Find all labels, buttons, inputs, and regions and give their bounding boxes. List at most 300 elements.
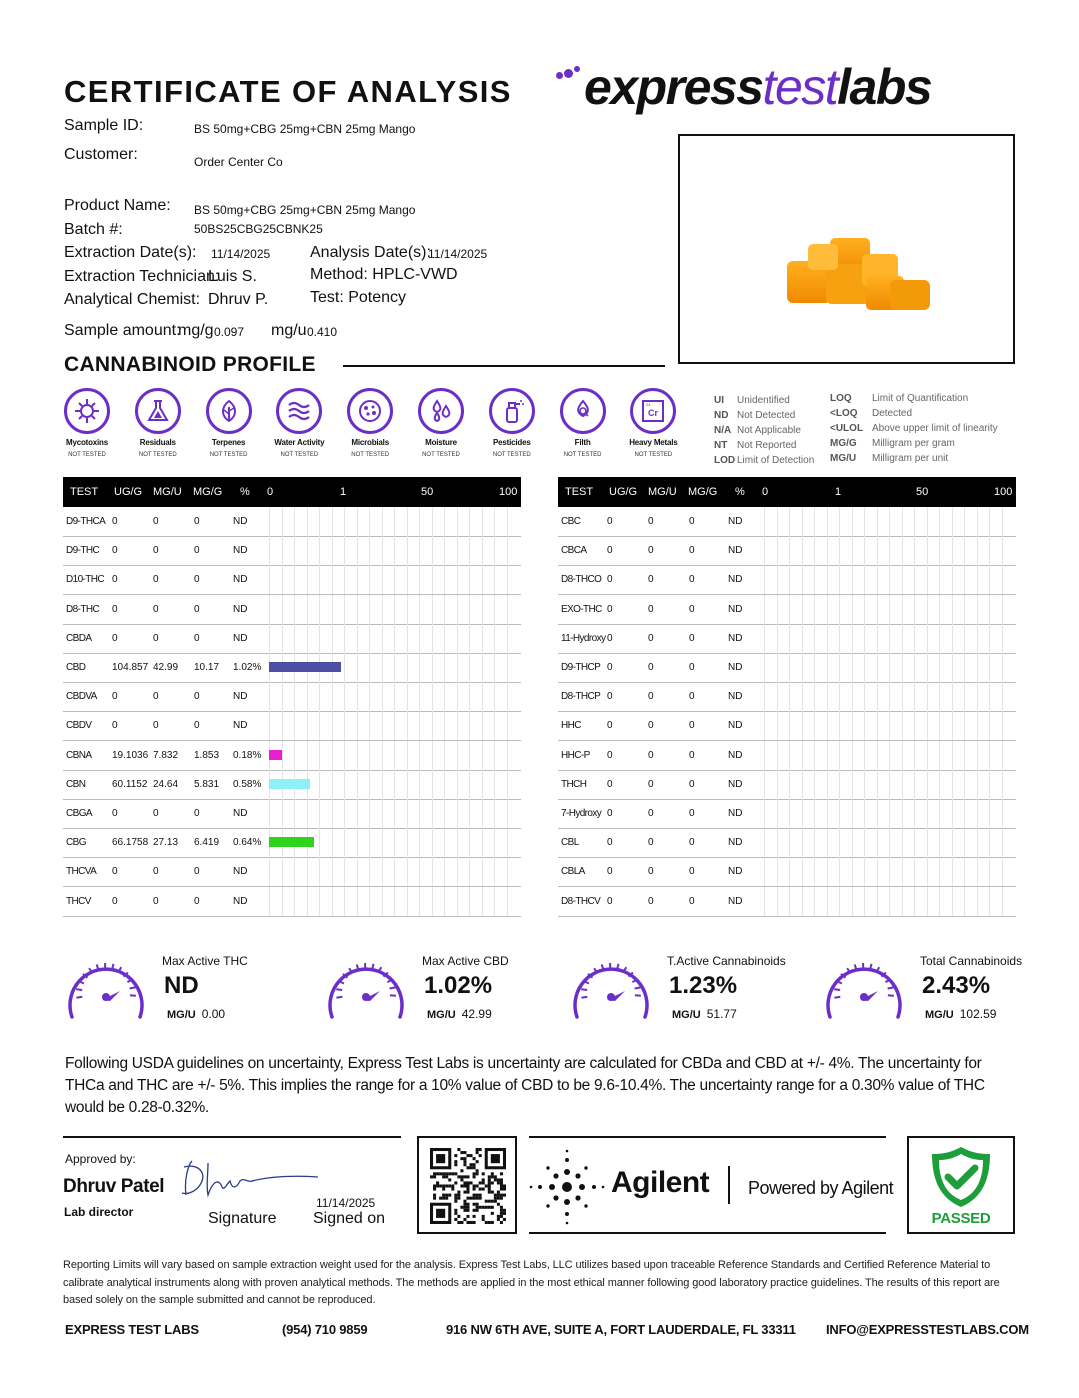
grid-line [964,682,965,711]
grid-line [939,857,940,886]
grid-line [394,887,395,916]
grid-line [864,770,865,799]
gauge-icon [571,955,651,1021]
grid-line [482,857,483,886]
table-row [558,741,1016,771]
spray-bottle-icon [489,388,535,434]
header-s50: 50 [916,486,929,498]
grid-line [789,741,790,770]
ug-g-value: 0 [607,516,613,527]
grid-line [482,770,483,799]
grid-line [927,682,928,711]
table-row [558,595,1016,625]
grid-line [419,507,420,536]
header-mg_g: MG/G [193,486,223,498]
grid-line [494,653,495,682]
logo-word-labs: labs [837,59,932,115]
percent-value: 1.02% [233,662,262,673]
grid-line [914,770,915,799]
grid-line [814,653,815,682]
customer-value: Order Center Co [194,155,283,169]
grid-line [852,565,853,594]
grid-line [902,595,903,624]
grid-line [307,799,308,828]
mg-u-value: 0 [648,545,654,557]
grid-line [802,536,803,565]
percent-value: ND [233,808,248,819]
grid-line [432,828,433,857]
grid-line [964,857,965,886]
table-header [558,477,1016,507]
mg-g-value: 0 [194,895,200,907]
mg-g-value: 0 [194,866,200,878]
grid-line [344,770,345,799]
signed-date: 11/14/2025 [316,1196,376,1210]
grid-line [457,682,458,711]
grid-line [369,653,370,682]
grid-line [964,653,965,682]
grid-line [777,507,778,536]
table-row [63,887,521,917]
grid-line [952,828,953,857]
grid-line [394,536,395,565]
grid-line [927,828,928,857]
grid-line [914,565,915,594]
mg-g-value: 0 [194,720,200,732]
legend-key: LOQ [830,393,852,404]
grid-line [494,536,495,565]
grid-line [382,565,383,594]
grid-line [927,624,928,653]
grid-line [444,828,445,857]
gauge-label: Max Active THC [162,954,248,968]
grid-line [814,565,815,594]
mg-g-value: 0 [194,603,200,615]
test-name: Moisture [425,438,457,447]
header-s1: 1 [835,486,842,498]
grid-line [457,711,458,740]
test-status: NOT TESTED [209,452,248,458]
grid-line [864,595,865,624]
grid-line [902,653,903,682]
table-row [558,653,1016,683]
cannabinoid-name: CBC [561,516,581,527]
ug-g-value: 0 [607,749,613,761]
method-value: Method: HPLC-VWD [310,266,458,283]
grid-line [382,770,383,799]
mg-u-value: 0 [648,749,654,761]
grid-line [764,507,765,536]
table-row [558,857,1016,887]
grid-line [789,828,790,857]
grid-line [394,770,395,799]
grid-line [382,799,383,828]
grid-line [789,624,790,653]
header-test: TEST [565,486,594,498]
mg-u-value: 0 [648,837,654,849]
grid-line [802,653,803,682]
grid-line [457,595,458,624]
grid-line [852,887,853,916]
leaf-icon [206,388,252,434]
grid-line [1002,799,1003,828]
gauge-sub-value: 102.59 [959,1007,997,1021]
mg-g-value: 0 [194,574,200,586]
grid-line [507,565,508,594]
mg-u-value: 0 [153,808,159,819]
grid-line [357,653,358,682]
grid-line [319,595,320,624]
grid-line [269,682,270,711]
cannabinoid-name: HHC-P [561,749,590,761]
grid-line [827,711,828,740]
mg-u-value: 7.832 [153,749,179,761]
grid-line [902,770,903,799]
grid-line [777,565,778,594]
ug-g-value: 0 [112,720,118,732]
test-name: Residuals [139,438,176,447]
grid-line [407,741,408,770]
mg-u-value: 0.410 [307,325,338,339]
ug-g-value: 0 [607,720,613,732]
grid-line [827,653,828,682]
logo-word-express: express [584,59,763,115]
grid-line [269,565,270,594]
ug-g-value: 0 [607,866,613,878]
grid-line [814,507,815,536]
grid-line [494,741,495,770]
mg-g-value: 0 [689,691,695,703]
grid-line [964,507,965,536]
grid-line [282,857,283,886]
grid-line [457,624,458,653]
grid-line [482,565,483,594]
company-logo [556,58,931,116]
percent-value: ND [728,516,743,527]
percent-value: ND [728,837,743,849]
mg-u-value: 0 [648,574,654,586]
mg-u-value: 27.13 [153,837,179,849]
grid-line [357,741,358,770]
grid-line [394,565,395,594]
table-row [558,565,1016,595]
mg-u-value: 42.99 [153,662,179,673]
mg-g-value: 0 [194,516,200,527]
grid-line [269,595,270,624]
ug-g-value: 0 [607,545,613,557]
grid-line [469,624,470,653]
batch-label: Batch #: [64,221,123,238]
grid-line [494,682,495,711]
cannabinoid-name: D8-THCO [561,574,602,586]
test-name: Pesticides [493,438,531,447]
petri-dish-icon [347,388,393,434]
cannabinoid-name: D8-THCP [561,691,601,703]
header-s0: 0 [762,486,769,498]
test-name: Heavy Metals [629,438,678,447]
grid-line [294,887,295,916]
grid-line [444,682,445,711]
cannabinoid-table-left [63,477,521,917]
grid-line [764,653,765,682]
grid-line [444,507,445,536]
table-row [63,741,521,771]
grid-line [419,624,420,653]
grid-line [419,770,420,799]
header-mg_u: MG/U [648,486,677,498]
grid-line [977,682,978,711]
mg-u-value: 0 [648,603,654,615]
grid-line [777,711,778,740]
mg-g-value: 0 [689,516,695,527]
cannabinoid-name: D8-THCV [561,895,601,907]
document-title: CERTIFICATE OF ANALYSIS [64,74,512,109]
grid-line [952,507,953,536]
header-s100: 100 [499,486,518,498]
qr-code-frame[interactable] [417,1136,517,1234]
grid-line [1002,624,1003,653]
grid-line [307,595,308,624]
percent-value: ND [233,866,248,878]
table-row [63,799,521,829]
grid-line [964,770,965,799]
grid-line [269,536,270,565]
grid-line [1002,741,1003,770]
table-row [558,828,1016,858]
grid-line [839,507,840,536]
percent-value: ND [728,720,743,732]
grid-line [939,595,940,624]
grid-line [494,711,495,740]
grid-line [369,507,370,536]
table-row [63,536,521,566]
grid-line [802,565,803,594]
grid-line [294,507,295,536]
grid-line [939,828,940,857]
grid-line [789,682,790,711]
grid-line [457,799,458,828]
grid-line [444,653,445,682]
grid-line [394,711,395,740]
grid-line [344,595,345,624]
qr-code-icon [430,1148,506,1224]
grid-line [952,536,953,565]
mg-u-value: 0 [648,516,654,527]
table-row [63,828,521,858]
grid-line [902,536,903,565]
cannabinoid-name: CBCA [561,545,587,557]
grid-line [319,741,320,770]
mg-u-value: 0 [153,866,159,878]
footer-email[interactable]: INFO@EXPRESSTESTLABS.COM [826,1322,1029,1337]
grid-line [927,536,928,565]
grid-line [927,711,928,740]
grid-line [369,595,370,624]
grid-line [914,536,915,565]
legend-desc: Above upper limit of linearity [872,423,998,434]
signed-on-label: Signed on [313,1210,386,1227]
mg-g-value: 0 [194,545,200,557]
grid-line [369,857,370,886]
table-row [558,507,1016,537]
logo-dots-icon [556,66,584,86]
grid-line [864,711,865,740]
grid-line [952,624,953,653]
grid-line [282,682,283,711]
grid-line [764,682,765,711]
passed-badge [907,1136,1015,1234]
grid-line [494,799,495,828]
grid-line [989,799,990,828]
grid-line [432,565,433,594]
grid-line [777,624,778,653]
footer-phone[interactable]: (954) 710 9859 [282,1322,368,1337]
grid-line [482,711,483,740]
legend-key: <LOQ [830,408,858,419]
grid-line [852,799,853,828]
cannabinoid-name: CBL [561,837,579,849]
grid-line [952,565,953,594]
grid-line [494,595,495,624]
grid-line [469,682,470,711]
grid-line [839,799,840,828]
droplets-icon [418,388,464,434]
grid-line [764,741,765,770]
grid-line [482,507,483,536]
grid-line [494,770,495,799]
grid-line [432,741,433,770]
header-mg_g: MG/G [688,486,718,498]
grid-line [294,857,295,886]
grid-line [777,799,778,828]
grid-line [852,536,853,565]
svg-text:Cr: Cr [648,408,659,418]
mg-g-value: 10.17 [194,662,220,673]
grid-line [507,770,508,799]
table-row [63,653,521,683]
grid-line [777,770,778,799]
grid-line [507,799,508,828]
footer-company: EXPRESS TEST LABS [65,1322,199,1337]
grid-line [839,887,840,916]
test-name: Microbials [351,438,389,447]
grid-line [294,741,295,770]
grid-line [802,799,803,828]
grid-line [332,507,333,536]
grid-line [927,857,928,886]
mg-u-value: 0 [648,662,654,673]
mg-u-value: 0 [153,691,159,703]
grid-line [952,682,953,711]
grid-line [839,536,840,565]
grid-line [482,887,483,916]
grid-line [282,711,283,740]
test-status: NOT TESTED [280,452,319,458]
legend-desc: Milligram per unit [872,453,949,464]
grid-line [902,828,903,857]
table-row [63,624,521,654]
ug-g-value: 0 [607,778,613,790]
grid-line [482,799,483,828]
customer-label: Customer: [64,146,138,163]
grid-line [827,536,828,565]
grid-line [902,565,903,594]
mg-u-value: 0 [648,866,654,878]
grid-line [507,653,508,682]
legend-key: LOD [714,455,736,466]
grid-line [482,624,483,653]
gauge-value: 2.43% [922,972,991,999]
grid-line [789,857,790,886]
grid-line [507,741,508,770]
sample-id-label: Sample ID: [64,117,144,134]
grid-line [457,536,458,565]
grid-line [952,770,953,799]
grid-line [952,741,953,770]
legend-desc: Limit of Quantification [872,393,969,404]
grid-line [407,770,408,799]
ug-g-value: 104.857 [112,662,149,673]
chemist-value: Dhruv P. [208,291,269,308]
grid-line [269,857,270,886]
grid-line [407,711,408,740]
percent-value: ND [233,720,248,732]
ug-g-value: 60.1152 [112,778,148,790]
grid-line [814,741,815,770]
grid-line [357,565,358,594]
ug-g-value: 0 [112,545,118,557]
grid-line [827,887,828,916]
grid-line [977,595,978,624]
mg-g-value: 0 [689,662,695,673]
grid-line [877,799,878,828]
grid-line [839,595,840,624]
grid-line [802,828,803,857]
sample-amount-label: Sample amount: [64,322,181,339]
grid-line [269,799,270,828]
grid-line [407,653,408,682]
grid-line [802,682,803,711]
grid-line [889,682,890,711]
grid-line [964,711,965,740]
grid-line [852,682,853,711]
grid-line [1002,565,1003,594]
legend-desc: Not Applicable [737,425,801,436]
grid-line [877,565,878,594]
percent-value: ND [728,749,743,761]
grid-line [914,653,915,682]
ug-g-value: 0 [112,516,118,527]
grid-line [357,711,358,740]
test-status: NOT TESTED [68,452,106,458]
mg-u-value: 0 [153,603,159,615]
grid-line [802,770,803,799]
gauge-value: 1.02% [424,972,493,999]
grid-line [902,799,903,828]
grid-line [802,595,803,624]
percent-bar [269,779,310,789]
grid-line [444,711,445,740]
shield-check-icon [928,1144,994,1210]
grid-line [889,887,890,916]
grid-line [902,624,903,653]
product-name-label: Product Name: [64,197,171,214]
grid-line [457,770,458,799]
grid-line [789,770,790,799]
grid-line [802,857,803,886]
gauge-icon [66,955,146,1021]
grid-line [814,828,815,857]
